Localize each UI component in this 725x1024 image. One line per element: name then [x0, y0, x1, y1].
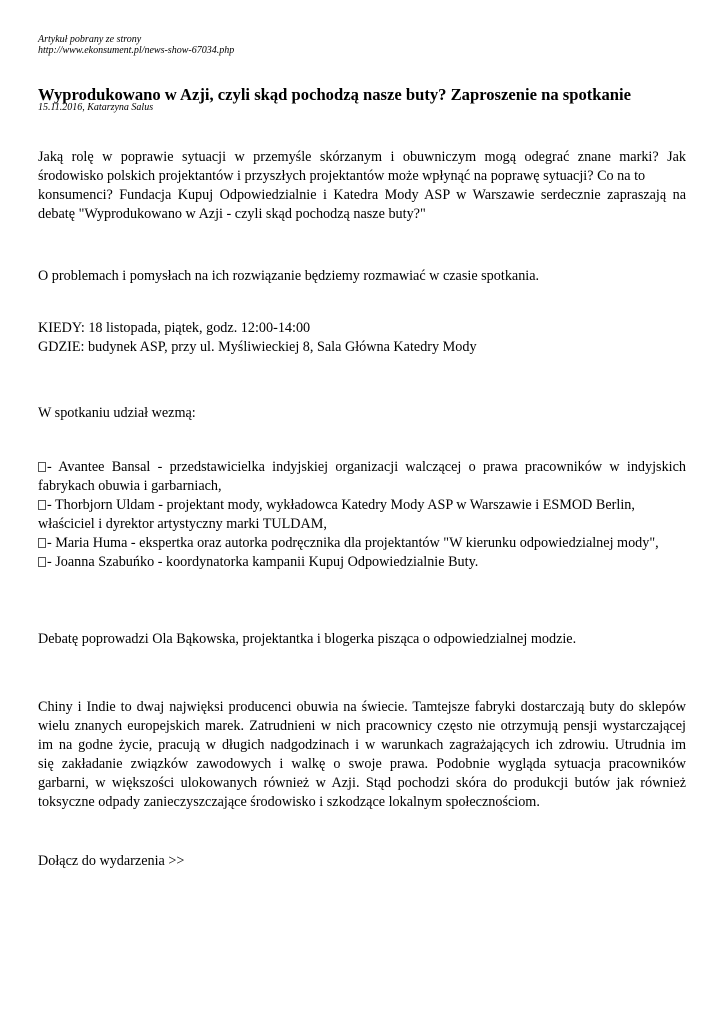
- context-line: Chiny i Indie to dwaj najwięksi producenci obuwia na świecie. Tamtejsze fabryki dostarczają buty do sklepów: [38, 699, 686, 715]
- context-line: wielu znanych europejskich marek. Zatrudnieni w nich pracownicy często nie otrzymują pensji wystarczającej: [38, 718, 686, 735]
- context-line: im na godne życie, pracują w długich nadgodzinach i w warunkach zagrażających ich zdrowiu. Utrudnia im: [38, 737, 686, 754]
- context-line: garbarni, w większości ulokowanych również w Azji. Stąd pochodzi skóra do produkcji butów jak również: [38, 775, 686, 792]
- bullet-icon: [38, 462, 46, 472]
- participant-line: [38, 458, 686, 477]
- problems-paragraph: [38, 267, 686, 286]
- intro-paragraph: [38, 148, 686, 224]
- event-where: GDZIE: budynek ASP, przy ul. Myśliwieckiej 8, Sala Główna Katedry Mody: [38, 339, 477, 356]
- join-block: [38, 852, 686, 871]
- source-label: Artykuł pobrany ze strony: [38, 34, 142, 45]
- article-title: Wyprodukowano w Azji, czyli skąd pochodzą nasze buty? Zaproszenie na spotkanie: [38, 85, 632, 104]
- context-line: się zakładanie związków zawodowych i walkę o swoje prawa. Podobnie wygląda sytuacja pracowników: [38, 756, 686, 773]
- moderator-paragraph: [38, 630, 686, 649]
- bullet-icon: [38, 538, 46, 548]
- join-event-link[interactable]: Dołącz do wydarzenia >>: [38, 853, 185, 869]
- participant-line: [38, 496, 686, 515]
- intro-line: środowisko polskich projektantów i przyszłych projektantów może wpłynąć na poprawę sytuacji? Co na to: [38, 168, 646, 185]
- context-paragraph: [38, 698, 686, 813]
- participant-text: - Maria Huma - ekspertka oraz autorka podręcznika dla projektantów "W kierunku odpowiedzialnej mody",: [47, 535, 659, 552]
- participants-heading: W spotkaniu udział wezmą:: [38, 405, 196, 421]
- participant-text: - Thorbjorn Uldam - projektant mody, wykładowca Katedry Mody ASP w Warszawie i ESMOD Berlin,: [47, 497, 635, 514]
- source-url: http://www.ekonsument.pl/news-show-67034.php: [38, 45, 235, 56]
- intro-line: Jaką rolę w poprawie sytuacji w przemyśle skórzanym i obuwniczym mogą odegrać znane marki? Jak: [38, 149, 686, 165]
- intro-line: debatę "Wyprodukowano w Azji - czyli skąd pochodzą nasze buty?": [38, 206, 426, 223]
- participant-line: fabrykach obuwia i garbarniach,: [38, 478, 222, 495]
- bullet-icon: [38, 557, 46, 567]
- moderator-text: Debatę poprowadzi Ola Bąkowska, projektantka i blogerka pisząca o odpowiedzialnej modzie.: [38, 631, 577, 647]
- participants-heading-block: [38, 404, 686, 423]
- participant-text: - Joanna Szabuńko - koordynatorka kampanii Kupuj Odpowiedzialnie Buty.: [47, 554, 479, 571]
- participants-list: [38, 458, 686, 573]
- participant-line: [38, 534, 686, 553]
- problems-text: O problemach i pomysłach na ich rozwiązanie będziemy rozmawiać w czasie spotkania.: [38, 268, 540, 284]
- article-byline: 15.11.2016, Katarzyna Salus: [38, 102, 154, 113]
- participant-text: - Avantee Bansal - przedstawicielka indyjskiej organizacji walczącej o prawa pracowników w indyjskich: [47, 459, 686, 475]
- event-details: [38, 319, 686, 357]
- bullet-icon: [38, 500, 46, 510]
- event-when: KIEDY: 18 listopada, piątek, godz. 12:00-14:00: [38, 320, 311, 336]
- intro-line: konsumenci? Fundacja Kupuj Odpowiedzialnie i Katedra Mody ASP w Warszawie serdecznie zapraszają na: [38, 187, 686, 204]
- participant-line: właściciel i dyrektor artystyczny marki TULDAM,: [38, 516, 327, 533]
- source-info: [38, 34, 234, 56]
- participant-line: [38, 553, 686, 572]
- context-line: toksyczne odpady zanieczyszczające środowisko i szkodzące lokalnym społecznościom.: [38, 794, 540, 811]
